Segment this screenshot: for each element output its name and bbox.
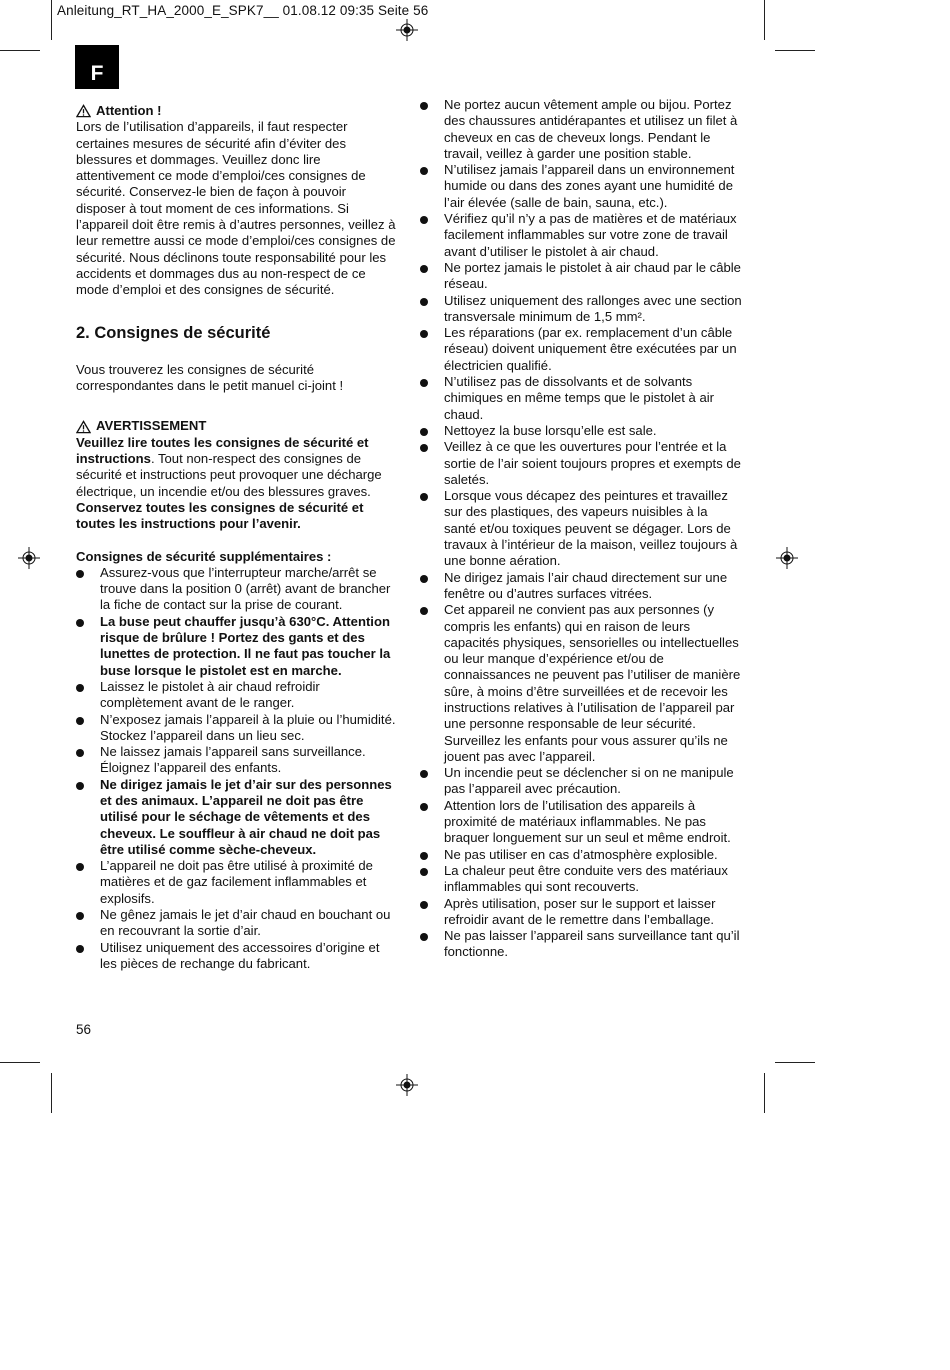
list-item: Ne pas laisser l’appareil sans surveillance tant qu’il fonctionne.	[420, 928, 742, 961]
list-item: La buse peut chauffer jusqu’à 630°C. Attention risque de brûlure ! Portez des gants et des lunettes de protection. Il ne faut pas toucher la buse lorsque le pistolet est en marche.	[76, 614, 398, 679]
warning-text: . Tout non-respect des consignes de sécurité et instructions peut provoquer une décharge électrique, un incendie et/ou des blessures graves.	[76, 451, 382, 499]
list-item: Ne laissez jamais l’appareil sans surveillance. Éloignez l’appareil des enfants.	[76, 744, 398, 777]
warning-keep-instructions: Conservez toutes les consignes de sécurité et toutes les instructions pour l’avenir.	[76, 499, 364, 532]
list-item: Nettoyez la buse lorsqu’elle est sale.	[420, 423, 742, 439]
list-item: Ne dirigez jamais l’air chaud directement sur une fenêtre ou d’autres surfaces vitrées.	[420, 570, 742, 603]
warning-bold-lead: Veuillez lire toutes les consignes de sécurité et instructions	[76, 434, 369, 467]
list-item: Ne pas utiliser en cas d’atmosphère explosible.	[420, 847, 742, 863]
attention-text: Lors de l’utilisation d’appareils, il faut respecter certaines mesures de sécurité afin d’éviter des blessures et dommages. Veuillez donc lire attentivement ce mode d’emploi/ces consignes de sécurité. Conservez-le bien de façon à pouvoir disposer à tout moment de ces informations. Si l’appareil doit être remis à d’autres personnes, veillez à leur remettre aussi ce mode d’emploi/ces consignes de sécurité. Nous déclinons toute responsabilité pour les accidents et dommages dus au non-respect de ce mode d’emploi et des consignes de sécurité.	[76, 119, 396, 298]
crop-mark-top-right-h	[775, 50, 815, 51]
list-item: Lorsque vous décapez des peintures et travaillez sur des plastiques, des vapeurs nuisibles à la santé et/ou toxiques peuvent se dégager. Lors de travaux à l’intérieur de la maison, veillez toujours à une bonne aération.	[420, 488, 742, 569]
attention-title: Attention !	[96, 103, 162, 118]
list-item: Veillez à ce que les ouvertures pour l’entrée et la sortie de l’air soient toujours propres et exempts de saletés.	[420, 439, 742, 488]
registration-mark-icon	[776, 547, 798, 569]
crop-mark-top-left-h	[0, 50, 40, 51]
registration-mark-icon	[396, 1074, 418, 1096]
language-badge: F	[75, 45, 119, 89]
warning-heading	[76, 418, 398, 434]
list-item: N’exposez jamais l’appareil à la pluie ou l’humidité. Stockez l’appareil dans un lieu sec.	[76, 712, 398, 745]
list-item: Ne portez aucun vêtement ample ou bijou. Portez des chaussures antidérapantes et utilisez un filet à cheveux en cas de cheveux longs. Pendant le travail, veillez à garder une position stable.	[420, 97, 742, 162]
crop-mark-top-right-v	[764, 0, 765, 40]
warning-paragraph	[76, 435, 398, 500]
crop-mark-top-left-v	[51, 0, 52, 40]
list-item: Ne gênez jamais le jet d’air chaud en bouchant ou en recouvrant la sortie d’air.	[76, 907, 398, 940]
list-item: Après utilisation, poser sur le support et laisser refroidir avant de le remettre dans l’emballage.	[420, 896, 742, 929]
registration-mark-icon	[18, 547, 40, 569]
crop-mark-bottom-left-h	[0, 1062, 40, 1063]
print-header: Anleitung_RT_HA_2000_E_SPK7__ 01.08.12 09:35 Seite 56	[57, 3, 429, 18]
page-number: 56	[76, 1022, 92, 1037]
crop-mark-bottom-right-v	[764, 1073, 765, 1113]
registration-mark-icon	[396, 19, 418, 41]
list-item: Ne portez jamais le pistolet à air chaud par le câble réseau.	[420, 260, 742, 293]
right-column	[420, 97, 742, 961]
list-item: Attention lors de l’utilisation des appareils à proximité de matériaux inflammables. Ne pas braquer longuement sur un seul et même endroit.	[420, 798, 742, 847]
list-item: Vérifiez qu’il n’y a pas de matières et de matériaux facilement inflammables sur votre zone de travail avant d’utiliser le pistolet à air chaud.	[420, 211, 742, 260]
warning-title: AVERTISSEMENT	[96, 418, 207, 434]
left-column	[76, 103, 398, 972]
list-item: Utilisez uniquement des rallonges avec une section transversale minimum de 1,5 mm².	[420, 293, 742, 326]
list-item: Un incendie peut se déclencher si on ne manipule pas l’appareil avec précaution.	[420, 765, 742, 798]
supplementary-title: Consignes de sécurité supplémentaires :	[76, 548, 332, 564]
right-bullet-list	[420, 97, 742, 961]
list-item: Ne dirigez jamais le jet d’air sur des personnes et des animaux. L’appareil ne doit pas être utilisé pour le séchage de vêtements et des cheveux. Le souffleur à air chaud ne doit pas être utilisé comme sèche-cheveux.	[76, 777, 398, 858]
list-item: Assurez-vous que l’interrupteur marche/arrêt se trouve dans la position 0 (arrêt) avant de brancher la fiche de contact sur la prise de courant.	[76, 565, 398, 614]
list-item: N’utilisez pas de dissolvants et de solvants chimiques en même temps que le pistolet à air chaud.	[420, 374, 742, 423]
list-item: La chaleur peut être conduite vers des matériaux inflammables qui sont recouverts.	[420, 863, 742, 896]
attention-heading	[76, 103, 398, 119]
section-intro: Vous trouverez les consignes de sécurité correspondantes dans le petit manuel ci-joint !	[76, 361, 344, 394]
warning-triangle-icon	[76, 104, 91, 118]
left-bullet-list	[76, 565, 398, 972]
list-item: Les réparations (par ex. remplacement d’un câble réseau) doivent uniquement être exécutées par un électricien qualifié.	[420, 325, 742, 374]
list-item: Utilisez uniquement des accessoires d’origine et les pièces de rechange du fabricant.	[76, 940, 398, 973]
warning-triangle-icon	[76, 420, 91, 434]
section-title: 2. Consignes de sécurité	[76, 323, 271, 342]
crop-mark-bottom-left-v	[51, 1073, 52, 1113]
list-item: N’utilisez jamais l’appareil dans un environnement humide ou dans des zones ayant une humidité de l’air élevée (salle de bain, sauna, etc.).	[420, 162, 742, 211]
crop-mark-bottom-right-h	[775, 1062, 815, 1063]
list-item: Laissez le pistolet à air chaud refroidir complètement avant de le ranger.	[76, 679, 398, 712]
list-item: L’appareil ne doit pas être utilisé à proximité de matières et de gaz facilement inflammables et explosifs.	[76, 858, 398, 907]
list-item: Cet appareil ne convient pas aux personnes (y compris les enfants) qui en raison de leurs capacités physiques, sensorielles ou intellectuelles ou leur manque d’expérience et/ou de connaissances ne peuvent pas l’utiliser de manière sûre, à moins d’être surveillées et de recevoir les instructions relatives à l’utilisation de l’appareil par une personne responsable de leur sécurité. Surveillez les enfants pour vous assurer qu’ils ne jouent pas avec l’appareil.	[420, 602, 742, 765]
